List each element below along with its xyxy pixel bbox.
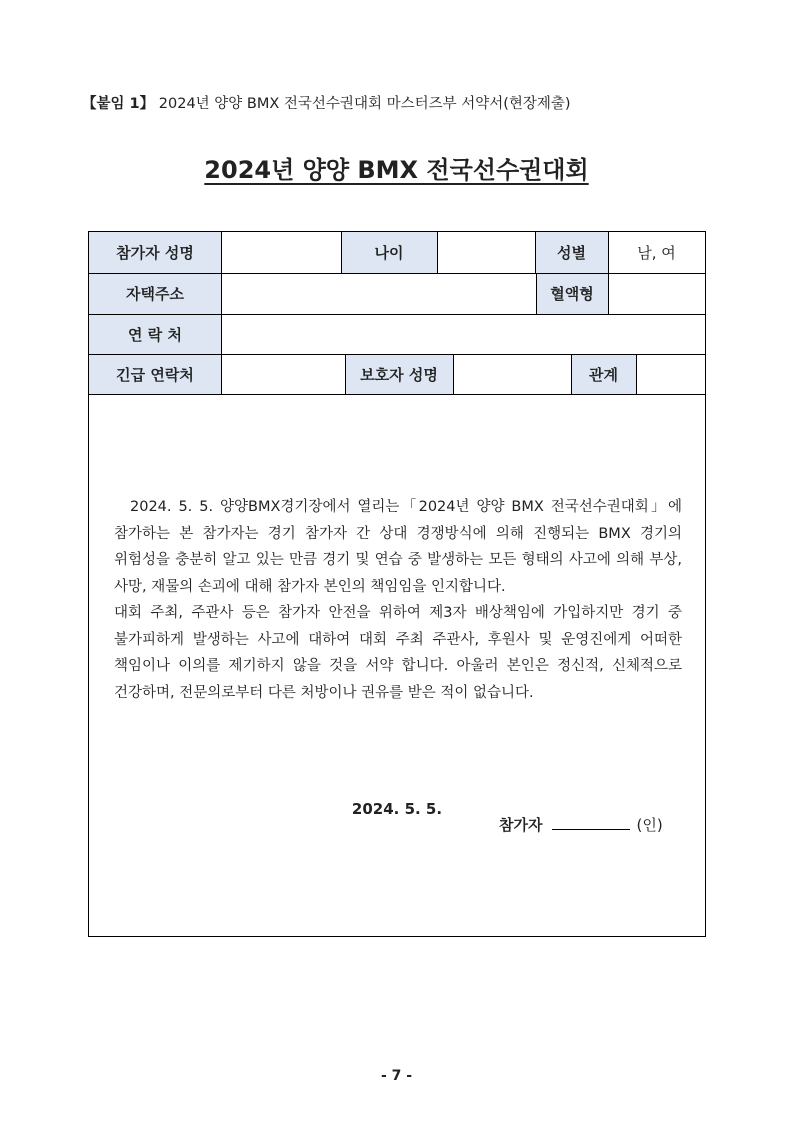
blood-type-field[interactable] [608, 273, 705, 314]
attachment-text: 2024년 양양 BMX 전국선수권대회 마스터즈부 서약서(현장제출) [158, 96, 571, 112]
address-label: 자택주소 [89, 273, 221, 314]
attachment-tag: 【붙임 1】 [82, 96, 155, 112]
pledge-paragraph-1: 2024. 5. 5. 양양BMX경기장에서 열리는「2024년 양양 BMX 전국선수권대회」에 참가하는 본 참가자는 경기 참가자 간 상대 경쟁방식에 의해 진행되는 BMX 경기의 위험성을 충분히 알고 있는 만큼 경기 및 연습 중 발생하는 모든 형태의 사고에 의해 부상, 사망, 재물의 손괴에 대해 참가자 본인의 책임임을 인지합니다. [114, 499, 682, 595]
column-divider [536, 273, 537, 314]
pledge-paragraph-2: 대회 주최, 주관사 등은 참가자 안전을 위하여 제3자 배상책임에 가입하지만 경기 중 불가피하게 발생하는 사고에 대하여 대회 주최 주관사, 후원사 및 운영진에게 어떠한 책임이나 이의를 제기하지 않을 것을 서약 합니다. 아울러 본인은 정신적, 신체적으로 건강하며, 전문의로부터 다른 처방이나 권유를 받은 적이 없습니다. [114, 605, 682, 701]
gender-options[interactable]: 남, 여 [637, 244, 676, 262]
document-title: 2024년 양양 BMX 전국선수권대회 [204, 156, 589, 184]
column-divider [341, 232, 342, 273]
signature-line [499, 814, 663, 835]
signature-blank[interactable] [552, 815, 630, 830]
pledge-form [88, 231, 706, 937]
participant-name-field[interactable] [221, 232, 341, 273]
guardian-name-field[interactable] [453, 354, 571, 394]
column-divider [437, 232, 438, 273]
emergency-contact-label: 긴급 연락처 [89, 354, 221, 394]
emergency-contact-field[interactable] [221, 354, 345, 394]
page-number: - 7 - [380, 1068, 413, 1084]
blood-type-label: 혈액형 [536, 273, 608, 314]
age-label: 나이 [341, 232, 437, 273]
row-divider [89, 394, 705, 395]
contact-field[interactable] [221, 314, 705, 354]
column-divider [453, 354, 454, 394]
row-divider [89, 354, 705, 355]
gender-label: 성별 [535, 232, 608, 273]
column-divider [221, 232, 222, 394]
signer-label: 참가자 [499, 816, 543, 834]
relation-field[interactable] [636, 354, 705, 394]
row-divider [89, 314, 705, 315]
relation-label: 관계 [571, 354, 636, 394]
column-divider [608, 232, 609, 314]
pledge-date: 2024. 5. 5. [351, 800, 443, 818]
attachment-header [82, 92, 571, 113]
participant-name-label: 참가자 성명 [89, 232, 221, 273]
column-divider [571, 354, 572, 394]
address-field[interactable] [221, 273, 536, 314]
guardian-name-label: 보호자 성명 [345, 354, 453, 394]
age-field[interactable] [437, 232, 535, 273]
column-divider [636, 354, 637, 394]
seal-mark: (인) [636, 816, 663, 834]
row-divider [89, 273, 705, 274]
column-divider [535, 232, 536, 273]
pledge-text [114, 494, 682, 706]
contact-label: 연 락 처 [89, 314, 221, 354]
column-divider [345, 354, 346, 394]
